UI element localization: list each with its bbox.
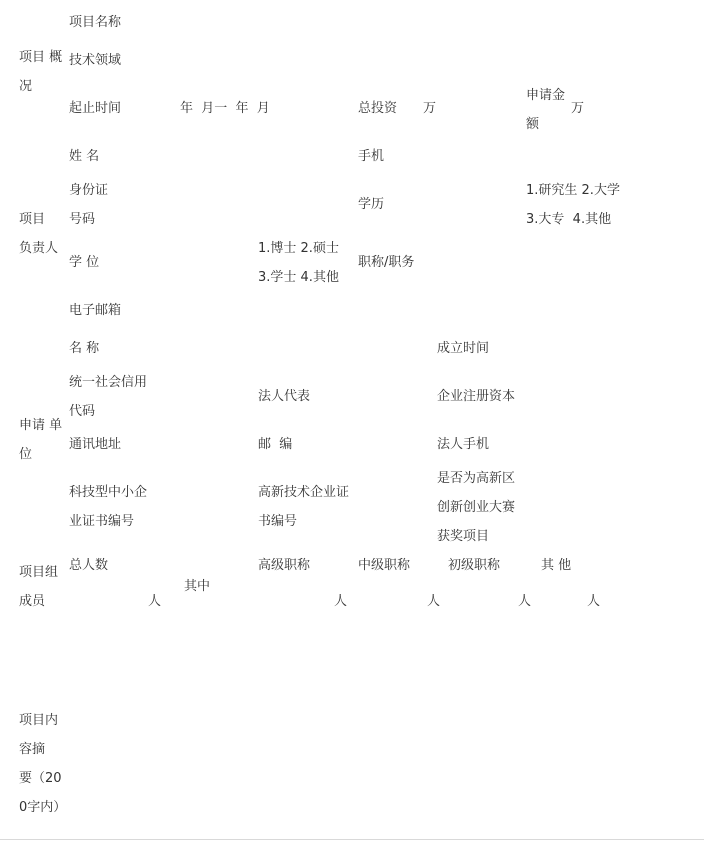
summary-section-label-line4: 0字内） xyxy=(19,800,67,815)
period-value: 年 月一 年 月 xyxy=(180,101,270,116)
requested-amount-label-line1: 申请金 xyxy=(526,88,566,103)
project-name-label: 项目名称 xyxy=(69,15,122,30)
applicant-legal-phone-label: 法人手机 xyxy=(437,437,490,452)
members-total-unit: 人 xyxy=(148,594,162,609)
summary-section-label-line3: 要（20 xyxy=(19,771,62,786)
leader-education-options-line2: 3.大专 4.其他 xyxy=(526,212,612,227)
leader-education-label: 学历 xyxy=(358,197,385,212)
members-senior-label: 高级职称 xyxy=(258,558,311,573)
applicant-section-label-line2: 位 xyxy=(19,447,33,462)
leader-phone-label: 手机 xyxy=(358,149,385,164)
total-investment-label: 总投资 xyxy=(358,101,398,116)
applicant-sme-cert-label-line2: 业证书编号 xyxy=(69,514,135,529)
members-middle-label: 中级职称 xyxy=(358,558,411,573)
applicant-legal-rep-label: 法人代表 xyxy=(258,389,311,404)
applicant-credit-code-label-line2: 代码 xyxy=(69,404,96,419)
applicant-credit-code-label-line1: 统一社会信用 xyxy=(69,375,148,390)
applicant-address-label: 通讯地址 xyxy=(69,437,122,452)
tech-field-label: 技术领域 xyxy=(69,53,122,68)
total-investment-unit: 万 xyxy=(423,101,437,116)
overview-section-label-line2: 况 xyxy=(19,79,33,94)
applicant-name-label: 名 称 xyxy=(69,341,100,356)
applicant-founded-label: 成立时间 xyxy=(437,341,490,356)
leader-id-label-line1: 身份证 xyxy=(69,183,109,198)
overview-section-label-line1: 项目 概 xyxy=(19,50,63,65)
members-junior-unit: 人 xyxy=(518,594,532,609)
requested-amount-label-line2: 额 xyxy=(526,117,540,132)
leader-degree-options-line1: 1.博士 2.硕士 xyxy=(258,241,339,256)
members-of-which-label: 其中 xyxy=(184,579,211,594)
applicant-hightech-cert-label-line1: 高新技术企业证 xyxy=(258,485,350,500)
requested-amount-unit: 万 xyxy=(571,101,585,116)
applicant-postcode-label: 邮 编 xyxy=(258,437,293,452)
members-total-label: 总人数 xyxy=(69,558,109,573)
members-middle-unit: 人 xyxy=(427,594,441,609)
leader-degree-options-line2: 3.学士 4.其他 xyxy=(258,270,339,285)
summary-section-label-line2: 容摘 xyxy=(19,742,46,757)
leader-section-label-line1: 项目 xyxy=(19,212,46,227)
leader-education-options-line1: 1.研究生 2.大学 xyxy=(526,183,620,198)
bottom-divider xyxy=(0,839,704,840)
applicant-registered-capital-label: 企业注册资本 xyxy=(437,389,516,404)
leader-degree-label: 学 位 xyxy=(69,255,100,270)
applicant-award-label-line3: 获奖项目 xyxy=(437,529,490,544)
leader-name-label: 姓 名 xyxy=(69,149,100,164)
applicant-award-label-line2: 创新创业大赛 xyxy=(437,500,516,515)
leader-section-label-line2: 负责人 xyxy=(19,241,59,256)
members-senior-unit: 人 xyxy=(334,594,348,609)
applicant-section-label-line1: 申请 单 xyxy=(19,418,63,433)
applicant-sme-cert-label-line1: 科技型中小企 xyxy=(69,485,148,500)
members-other-unit: 人 xyxy=(587,594,601,609)
applicant-hightech-cert-label-line2: 书编号 xyxy=(258,514,298,529)
members-section-label-line1: 项目组 xyxy=(19,565,59,580)
members-section-label-line2: 成员 xyxy=(19,594,46,609)
leader-title-label: 职称/职务 xyxy=(358,255,415,270)
period-label: 起止时间 xyxy=(69,101,122,116)
members-other-label: 其 他 xyxy=(541,558,572,573)
leader-email-label: 电子邮箱 xyxy=(69,303,122,318)
leader-id-label-line2: 号码 xyxy=(69,212,96,227)
summary-section-label-line1: 项目内 xyxy=(19,713,59,728)
applicant-award-label-line1: 是否为高新区 xyxy=(437,471,516,486)
members-junior-label: 初级职称 xyxy=(448,558,501,573)
